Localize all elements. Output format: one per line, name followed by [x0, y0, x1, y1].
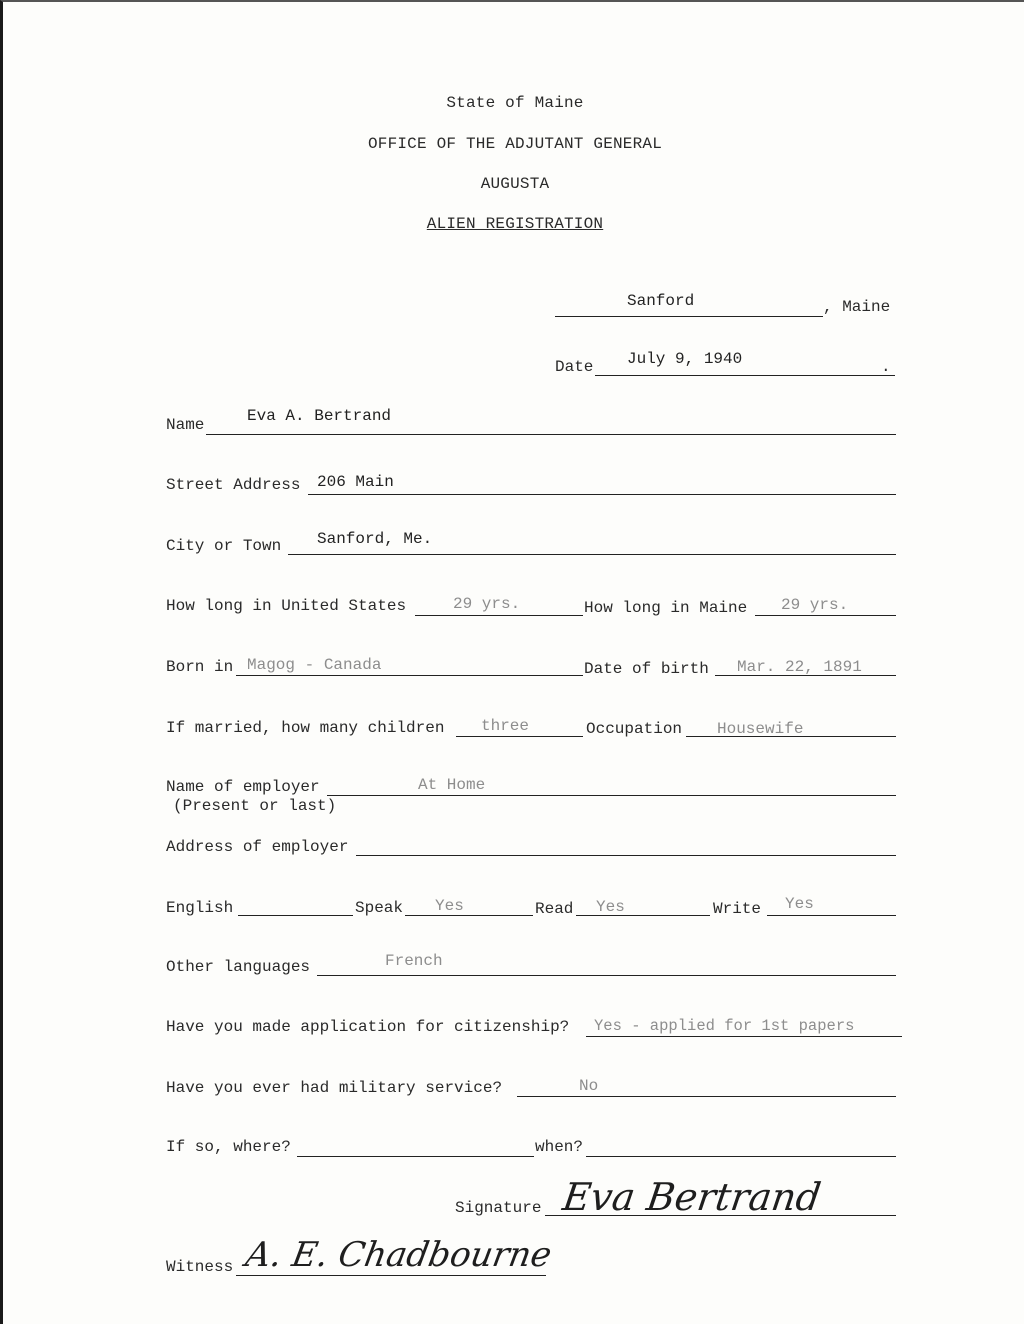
place-line	[555, 316, 823, 317]
where-line	[297, 1156, 534, 1157]
how-long-us-value: 29 yrs.	[453, 595, 521, 613]
speak-label: Speak	[355, 899, 404, 917]
employer-address-line	[356, 855, 896, 856]
name-value: Eva A. Bertrand	[247, 407, 392, 425]
occupation-label: Occupation	[586, 720, 683, 738]
other-languages-line	[317, 975, 896, 976]
date-label: Date	[555, 358, 594, 376]
place-town: Sanford	[627, 292, 695, 310]
signature-label: Signature	[455, 1199, 542, 1217]
occupation-value: Housewife	[717, 720, 804, 738]
how-long-us-label: How long in United States	[166, 597, 407, 615]
other-languages-label: Other languages	[166, 958, 311, 976]
svg-text:Eva Bertrand: Eva Bertrand	[559, 1176, 824, 1220]
born-in-value: Magog - Canada	[247, 656, 382, 674]
speak-value: Yes	[435, 897, 464, 915]
write-label: Write	[713, 900, 762, 918]
employer-line	[327, 795, 896, 796]
when-line	[586, 1156, 896, 1157]
date-value: July 9, 1940	[627, 350, 743, 368]
born-in-line	[236, 675, 583, 676]
other-languages-value: French	[385, 952, 443, 970]
employer-label: Name of employer	[166, 778, 320, 796]
military-value: No	[579, 1077, 599, 1095]
date-end-mark: .	[881, 358, 891, 376]
witness-handwriting	[242, 1228, 555, 1289]
city-line	[288, 554, 896, 555]
read-value: Yes	[596, 898, 625, 916]
military-line	[517, 1096, 896, 1097]
employer-sublabel: (Present or last)	[173, 797, 337, 815]
svg-text:A. E. Chadbourne: A. E. Chadbourne	[242, 1235, 555, 1275]
write-line	[767, 915, 896, 916]
city-heading: AUGUSTA	[480, 175, 550, 193]
name-line	[206, 434, 896, 435]
speak-line	[405, 915, 533, 916]
when-label: when?	[535, 1138, 584, 1156]
citizenship-line	[586, 1036, 902, 1037]
how-long-maine-line	[755, 615, 896, 616]
place-state: , Maine	[823, 298, 891, 316]
signature-handwriting	[559, 1170, 855, 1231]
state-heading: State of Maine	[446, 94, 584, 112]
date-of-birth-value: Mar. 22, 1891	[737, 658, 862, 676]
employer-value: At Home	[418, 776, 486, 794]
name-label: Name	[166, 416, 205, 434]
where-label: If so, where?	[166, 1138, 291, 1156]
how-long-maine-label: How long in Maine	[584, 599, 748, 617]
english-label: English	[166, 899, 234, 917]
citizenship-label: Have you made application for citizenship?	[166, 1018, 570, 1036]
city-label: City or Town	[166, 537, 282, 555]
date-of-birth-label: Date of birth	[584, 660, 709, 678]
form-title: ALIEN REGISTRATION	[426, 215, 604, 233]
witness-label: Witness	[166, 1258, 234, 1276]
born-in-label: Born in	[166, 658, 234, 676]
write-value: Yes	[785, 895, 814, 913]
office-heading: OFFICE OF THE ADJUTANT GENERAL	[367, 135, 663, 153]
city-value: Sanford, Me.	[317, 530, 433, 548]
street-label: Street Address	[166, 476, 301, 494]
children-line	[456, 736, 583, 737]
how-long-us-line	[415, 615, 583, 616]
english-line	[238, 915, 353, 916]
employer-address-label: Address of employer	[166, 838, 349, 856]
children-label: If married, how many children	[166, 719, 445, 737]
children-value: three	[481, 717, 530, 735]
military-label: Have you ever had military service?	[166, 1079, 503, 1097]
how-long-maine-value: 29 yrs.	[781, 596, 849, 614]
street-line	[308, 494, 896, 495]
street-value: 206 Main	[317, 473, 394, 491]
date-line	[595, 375, 895, 376]
read-label: Read	[535, 900, 574, 918]
citizenship-value: Yes - applied for 1st papers	[594, 1017, 855, 1035]
